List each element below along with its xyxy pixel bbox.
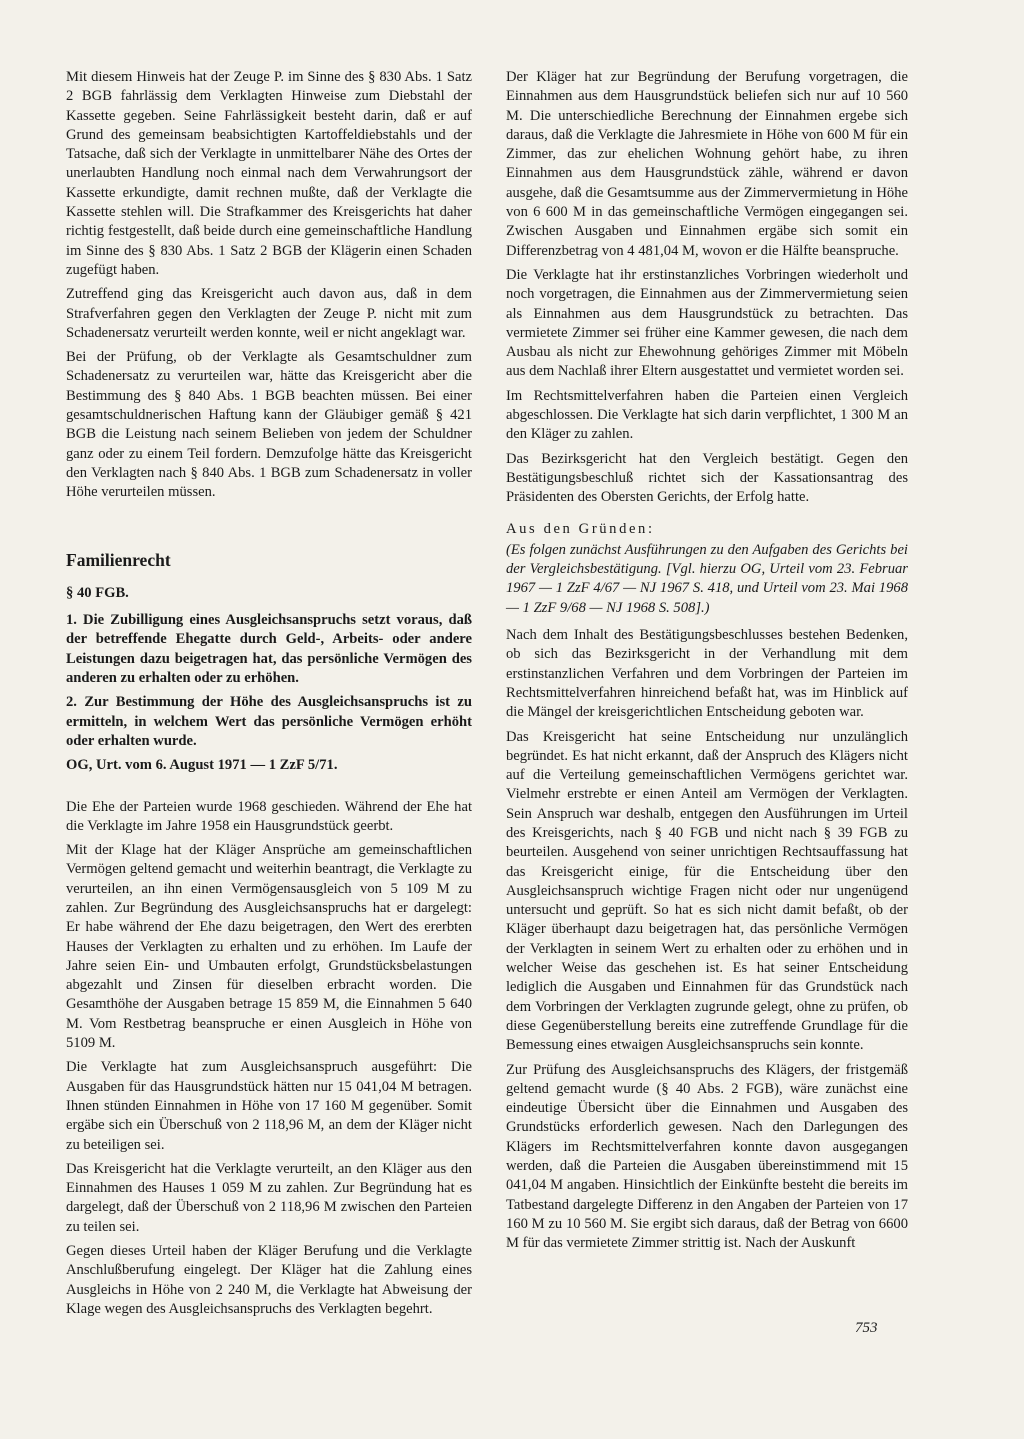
right-column <box>506 68 908 1259</box>
paragraph: Zur Prüfung des Ausgleichsanspruchs des Klägers, der fristgemäß geltend gemacht wurde (§ 40 Abs. 2 FGB), wäre zunächst eine eindeutige Übersicht über die Einnahmen und Ausgaben des Grundstücks erforderlich gewesen. Nach den Darlegungen des Klägers im Rechtsmittelverfahren konnte davon ausgegangen werden, daß die Parteien die Ausgaben übereinstimmend mit 15 041,04 M angaben. Hinsichtlich der Einkünfte besteht die bereits im Tatbestand dargelegte Differenz in den Angaben der Parteien von 17 160 M zu 10 560 M. Sie ergibt sich daraus, daß der Betrag von 6600 M für das vermietete Zimmer strittig ist. Nach der Auskunft <box>506 1061 908 1252</box>
paragraph: Die Verklagte hat ihr erstinstanzliches Vorbringen wiederholt und noch vorgetragen, die Einnahmen aus der Zimmervermietung seien als Einnahmen aus dem Hausgrundstück zu betrachten. Das vermietete Zimmer sei früher eine Kammer gewesen, die nach dem Ausbau als nicht zur Ehewohnung gehöriges Zimmer mit Möbeln aus dem Nachlaß ihrer Eltern ausgestattet und vermietet worden sei. <box>506 266 908 380</box>
paragraph: Die Ehe der Parteien wurde 1968 geschieden. Während der Ehe hat die Verklagte im Jahre 1958 ein Hausgrundstück geerbt. <box>66 798 472 834</box>
court-reference: OG, Urt. vom 6. August 1971 — 1 ZzF 5/71. <box>66 757 338 774</box>
paragraph: Nach dem Inhalt des Bestätigungsbeschlusses bestehen Bedenken, ob sich das Bezirksgericht in der Verhandlung mit dem erstinstanzlichen Verfahren und dem Vorbringen der Parteien im Rechtsmittelverfahren hinreichend befaßt hat, was im Hinblick auf die Mängel der kreisgerichtlichen Entscheidung geboten war. <box>506 627 908 721</box>
paragraph: Das Bezirksgericht hat den Vergleich bestätigt. Gegen den Bestätigungsbeschluß richtet sich der Kassationsantrag des Präsidenten des Obersten Gerichts, der Erfolg hatte. <box>506 450 908 506</box>
paragraph: Zutreffend ging das Kreisgericht auch davon aus, daß in dem Strafverfahren gegen den Verklagten der Zeuge P. nicht mit zum Schadenersatz verurteilt werden konnte, weil er nicht angeklagt war. <box>66 286 472 341</box>
paragraph: Mit der Klage hat der Kläger Ansprüche am gemeinschaftlichen Vermögen geltend gemacht und weiterhin beantragt, die Verklagte zu verurteilen, an ihn einen Vermögensausgleich von 5 109 M zu zahlen. Zur Begründung des Ausgleichsanspruchs hat er dargelegt: Er habe während der Ehe dazu beigetragen, den Wert des ererbten Hauses der Verklagten zu erhalten und zu erhöhen. Im Laufe der Jahre seien Ein- und Umbauten erfolgt, Grundstücksbelastungen abgezahlt und Zinsen für dieselben erbracht worden. Die Gesamthöhe der Ausgaben betrage 15 859 M, die Einnahmen 5 640 M. Vom Restbetrag beanspruche er einen Ausgleich in Höhe von 5109 M. <box>66 842 472 1052</box>
paragraph: Gegen dieses Urteil haben der Kläger Berufung und die Verklagte Anschlußberufung eingelegt. Der Kläger hat die Zahlung eines Ausgleichs in Höhe von 2 240 M, die Verklagte hat Abweisung der Klage wegen des Ausgleichsanspruchs des Verklagten begehrt. <box>66 1243 472 1317</box>
paragraph: Der Kläger hat zur Begründung der Berufung vorgetragen, die Einnahmen aus dem Hausgrundstück beliefen sich nur auf 10 560 M. Die unterschiedliche Berechnung der Einnahmen ergebe sich daraus, daß die Verklagte die Jahresmiete in Höhe von 600 M für ein Zimmer, das zur ehelichen Wohnung gehört habe, zu ihren Einnahmen aus dem Hausgrundstück zähle, während er davon ausgehe, daß die Gesamtsumme aus der Zimmervermietung in Höhe von 6 600 M in das gemeinschaftliche Vermögen eingegangen sei. Zwischen Ausgaben und Einnahmen ergäbe sich somit ein Differenzbetrag von 4 481,04 M, wovon er die Hälfte beanspruche. <box>506 69 908 259</box>
paragraph: Mit diesem Hinweis hat der Zeuge P. im Sinne des § 830 Abs. 1 Satz 2 BGB fahrlässig dem Verklagten Hinweise zum Diebstahl der Kassette gegeben. Seine Fahrlässigkeit besteht darin, daß er auf Grund des gemeinsam beabsichtigten Kartoffeldiebstahls und der Tatsache, daß sich der Verklagte in unmittelbarer Nähe des Ortes der unerlaubten Handlung noch einmal nach dem Verwahrungsort der Kassette erkundigte, damit rechnen mußte, daß der Verklagte die Kassette stehlen will. Die Strafkammer des Kreisgerichts hat daher richtig festgestellt, daß beide durch eine gemeinschaftliche Handlung im Sinne des § 830 Abs. 1 Satz 2 BGB der Klägerin einen Schaden zugefügt haben. <box>66 69 472 278</box>
section-heading: Familienrecht <box>66 549 171 570</box>
headnote: 1. Die Zubilligung eines Ausgleichsanspruchs setzt voraus, daß der betreffende Ehegatte durch Geld-, Arbeits- oder andere Leistungen dazu beigetragen hat, das persönliche Vermögen des anderen zu erhalten oder zu erhöhen. <box>66 612 472 687</box>
paragraph: Das Kreisgericht hat seine Entscheidung nur unzulänglich begründet. Es hat nicht erkannt, daß der Anspruch des Klägers nicht auf die Verteilung gemeinschaftlichen Vermögens gerichtet war. Vielmehr erstrebte er einen Anteil am Vermögen der Verklagten. Sein Anspruch war deshalb, entgegen den Ausführungen im Urteil des Kreisgerichts, nach § 40 FGB und nicht nach § 39 FGB zu beurteilen. Ausgehend von seiner unrichtigen Rechtsauffassung hat das Kreisgericht einige, für die Entscheidung über den Ausgleichsanspruch wichtige Fragen nicht oder nur ungenügend untersucht und geprüft. So hat es sich nicht damit befaßt, ob der Kläger überhaupt dazu beigetragen hat, das persönliche Vermögen der Verklagten in seinem Wert zu erhalten oder zu erhöhen und in welcher Weise das geschehen ist. Es hat seiner Entscheidung lediglich die Ausgaben und Einnahmen für das Grundstück nach dem Vorbringen der Verklagten zugrunde gelegt, ohne zu prüfen, ob diese Gegenüberstellung bereits eine zutreffende Grundlage für die Bemessung eines etwaigen Ausgleichsanspruchs sein konnte. <box>506 728 908 1054</box>
page-number: 753 <box>855 1320 878 1336</box>
paragraph: Bei der Prüfung, ob der Verklagte als Gesamtschuldner zum Schadenersatz zu verurteilen war, hätte das Kreisgericht aber die Bestimmung des § 840 Abs. 1 BGB beachten müssen. Bei einer gesamtschuldnerischen Haftung kann der Gläubiger gemäß § 421 BGB die Leistung nach seinem Belieben von jedem der Schuldner ganz oder zu einem Teil fordern. Demzufolge hätte das Kreisgericht den Verklagten nach § 840 Abs. 1 BGB zum Schadenersatz in voller Höhe verurteilen müssen. <box>66 349 472 501</box>
paragraph: Das Kreisgericht hat die Verklagte verurteilt, an den Kläger aus den Einnahmen des Hauses 1 059 M zu zahlen. Zur Begründung hat es dargelegt, daß der Überschuß von 2 118,96 M zwischen den Parteien zu teilen sei. <box>66 1160 472 1235</box>
editorial-note: (Es folgen zunächst Ausführungen zu den Aufgaben des Gerichts bei der Vergleichsbestätigung. [Vgl. hierzu OG, Urteil vom 23. Februar 1967 — 1 ZzF 4/67 — NJ 1967 S. 418, und Urteil vom 23. Mai 1968 — 1 ZzF 9/68 — NJ 1968 S. 508].) <box>506 541 908 616</box>
reasons-heading: Aus den Gründen: <box>506 520 655 537</box>
headnote: 2. Zur Bestimmung der Höhe des Ausgleichsanspruchs ist zu ermitteln, in welchem Wert das persönliche Vermögen erhöht oder erhalten wurde. <box>66 694 472 749</box>
paragraph: Die Verklagte hat zum Ausgleichsanspruch ausgeführt: Die Ausgaben für das Hausgrundstück hätten nur 15 041,04 M betragen. Ihnen stünden Einnahmen in Höhe von 17 160 M gegenüber. Somit ergäbe sich ein Überschuß von 2 118,96 M, an dem der Kläger nicht zu beteiligen sei. <box>66 1059 472 1153</box>
law-reference: § 40 FGB. <box>66 584 129 601</box>
paragraph: Im Rechtsmittelverfahren haben die Parteien einen Vergleich abgeschlossen. Die Verklagte hat sich darin verpflichtet, 1 300 M an den Kläger zu zahlen. <box>506 387 908 443</box>
left-column <box>66 68 472 1324</box>
